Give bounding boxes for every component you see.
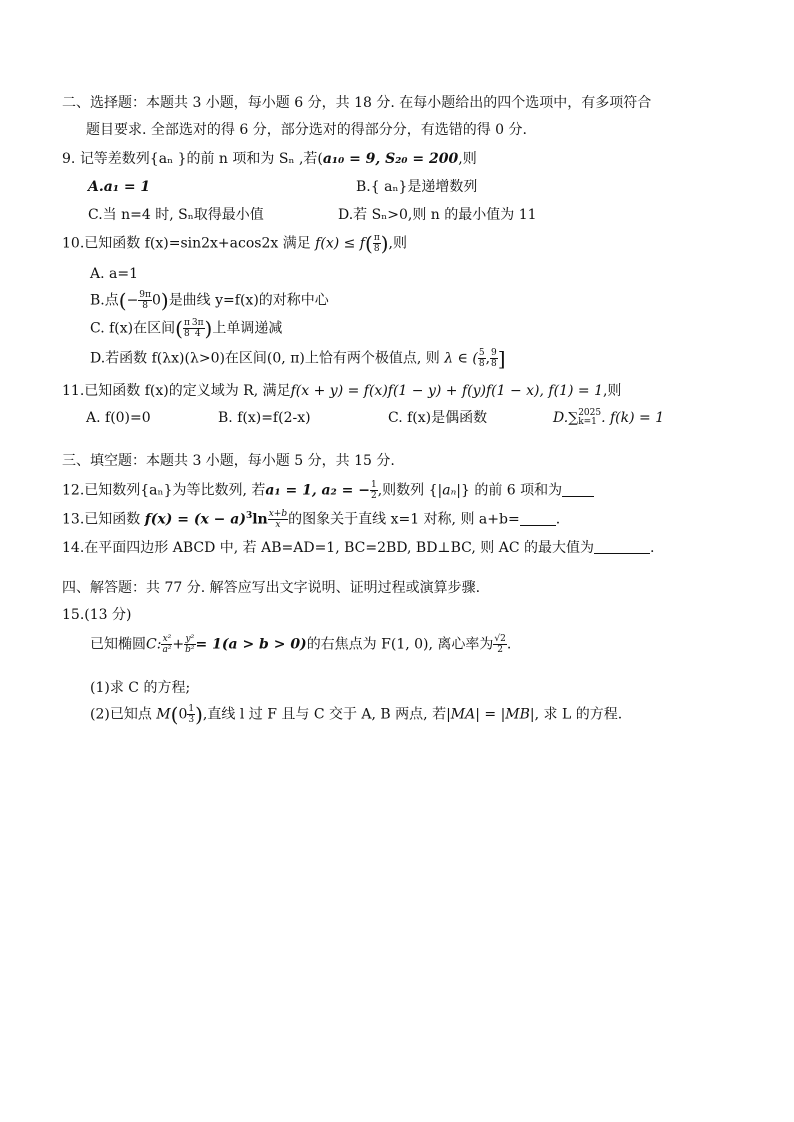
section3-header: 三、填空题：本题共 3 小题，每小题 5 分，共 15 分. — [62, 453, 395, 469]
q11-option-d — [553, 409, 664, 427]
q15-stem-c: C: — [146, 636, 162, 653]
q12-stem-text-a: 已知数列{aₙ}为等比数列, 若 — [84, 482, 266, 499]
section2-header-line2: 题目要求. 全部选对的得 6 分，部分选对的得部分分，有选错的得 0 分. — [86, 122, 527, 138]
q11-option-d-sum: ∑ — [568, 410, 579, 426]
q10-option-c-text: 上单调递减 — [212, 320, 283, 337]
q12-stem-text-c: } 的前 6 项和为 — [461, 482, 563, 499]
section4-header: 四、解答题：共 77 分. 解答应写出文字说明、证明过程或演算步骤. — [62, 580, 481, 596]
q10-option-a: A. a=1 — [90, 266, 138, 282]
q11-option-d-lower-limit: k=1 — [578, 417, 597, 427]
q15-part2-text-a: (2)已知点 — [90, 706, 152, 723]
q11-stem-math: f(x + y) = f(x)f(1 − y) + f(y)f(1 − x), f(1) = 1 — [290, 383, 603, 399]
q13-answer-blank[interactable] — [520, 511, 556, 526]
q9-option-c: C.当 n=4 时, Sₙ取得最小值 — [88, 207, 264, 223]
q10-option-b-label: B.点 — [90, 292, 119, 309]
q9-option-d: D.若 Sₙ>0,则 n 的最小值为 11 — [338, 207, 537, 223]
q11-option-c: C. f(x)是偶函数 — [388, 410, 488, 426]
q10-option-c-fraction-1: $\frac{\pi}{8}$ — [183, 318, 190, 339]
q15-stem-text-a: 已知椭圆 — [90, 636, 146, 653]
q15-number: 15. — [62, 607, 85, 623]
q10-stem-text-a: 已知函数 f(x)=sin2x+acos2x 满足 — [84, 235, 311, 252]
q15-part2-zero: 0 — [178, 706, 188, 723]
q13-stem-math: f(x) = (x − a) — [144, 511, 246, 528]
q11-stem-text-a: 已知函数 f(x)的定义域为 R, 满足 — [84, 383, 291, 399]
q15-fraction-y: $\frac{\text{y²}}{\text{b²}}$ — [185, 634, 195, 655]
q10-option-b: B.点(− $\frac{9\pi}{8}$ 0)是曲线 y=f(x)的对称中心 — [90, 288, 329, 313]
q15-part2-math: |MA| = |MB| — [446, 706, 535, 723]
q10-stem: 10.已知函数 f(x)=sin2x+acos2x 满足 f(x) ≤ f( $\frac{\pi}{8}$ ),则 — [62, 231, 407, 256]
q12-stem — [62, 480, 594, 501]
q13-stem-exponent: 3 — [245, 510, 253, 521]
q10-option-d-text: D.若函数 f(λx)(λ>0)在区间(0, π)上恰有两个极值点, 则 — [90, 350, 440, 367]
q15-part2-fraction: $\frac{1}{3}$ — [188, 704, 195, 725]
q12-stem-abs: |aₙ| — [437, 482, 461, 499]
q12-stem-math: a₁ = 1, a₂ = − — [265, 482, 370, 499]
q15-part2: (2)已知点 M(0 $\frac{1}{3}$ ),直线 l 过 F 且与 C 交于 A, B 两点, 若|MA| = |MB|, 求 L 的方程. — [90, 702, 623, 727]
q14-stem-text: 在平面四边形 ABCD 中, 若 AB=AD=1, BC=2BD, BD⊥BC, 则 AC 的最大值为 — [84, 540, 594, 556]
q9-option-a-math: a₁ = 1 — [103, 179, 151, 195]
q12-answer-blank[interactable] — [562, 482, 594, 497]
q13-stem-fraction: $\frac{x+b}{x}$ — [268, 509, 288, 530]
q9-option-a-label: A. — [88, 179, 104, 195]
q11-option-b: B. f(x)=f(2-x) — [218, 410, 311, 426]
q15-stem-equation: = 1(a > b > 0) — [195, 636, 307, 653]
q15-fraction-x: $\frac{\text{x²}}{\text{a²}}$ — [162, 634, 172, 655]
q11-stem — [62, 382, 621, 400]
q11-option-d-math: . f(k) = 1 — [601, 410, 665, 426]
q12-number: 12. — [62, 482, 85, 499]
q13-number: 13. — [62, 511, 85, 528]
q10-option-d: D.若函数 f(λx)(λ>0)在区间(0, π)上恰有两个极值点, 则 λ ∈ ( $\frac{5}{8}$ , $\frac{9}{8}$ ] — [90, 346, 506, 371]
q13-stem-text-b: 的图象关于直线 x=1 对称, 则 a+b= — [288, 511, 520, 528]
q10-option-b-zero: 0 — [151, 292, 161, 309]
q13-stem-ln: ln — [252, 511, 268, 528]
q10-stem-fraction: $\frac{\pi}{8}$ — [373, 233, 380, 254]
q11-stem-text-b: ,则 — [602, 383, 622, 399]
q12-stem-fraction: $\frac{1}{2}$ — [370, 480, 377, 501]
q15-part2-text-b: ,直线 l 过 F 且与 C 交于 A, B 两点, 若 — [202, 706, 447, 723]
q10-option-d-bracket: ] — [497, 346, 506, 371]
q13-stem-text-a: 已知函数 — [84, 511, 141, 528]
q15-stem-end: . — [506, 636, 512, 653]
q10-option-d-fraction-1: $\frac{5}{8}$ — [478, 348, 485, 369]
q10-option-b-minus: − — [126, 292, 139, 309]
q14-answer-blank[interactable] — [594, 539, 650, 554]
q15-eccentricity-fraction: $\frac{√2}{2}$ — [494, 634, 506, 655]
q10-option-c: C. f(x)在区间( $\frac{\pi}{8}$ $\frac{3\pi}{4}$ )上单调递减 — [90, 316, 283, 341]
q15-part2-point-m: M — [156, 706, 171, 723]
q9-stem-math: a₁₀ = 9, S₂₀ = 200 — [322, 151, 459, 167]
q10-option-d-lambda: λ ∈ ( — [444, 350, 478, 367]
q10-stem-math: f(x) ≤ f — [315, 235, 365, 252]
q14-number: 14. — [62, 540, 85, 556]
q11-option-d-upper-limit: 2025 — [578, 408, 602, 418]
q10-option-b-text: 是曲线 y=f(x)的对称中心 — [168, 292, 329, 309]
q15-part1: (1)求 C 的方程; — [90, 680, 191, 696]
q10-option-c-fraction-2: $\frac{3\pi}{4}$ — [191, 318, 204, 339]
q9-number: 9. — [62, 151, 76, 167]
q10-stem-text-b: ,则 — [388, 235, 407, 252]
q9-option-b: B.{ aₙ}是递增数列 — [356, 179, 478, 195]
q15-stem-text-b: 的右焦点为 F(1, 0), 离心率为 — [306, 636, 494, 653]
q13-stem — [62, 509, 560, 530]
section2-header-line1: 二、选择题：本题共 3 小题，每小题 6 分，共 18 分. 在每小题给出的四个选项中，有多项符合 — [62, 95, 652, 111]
q15-score: (13 分) — [84, 607, 132, 623]
q9-stem-text-a: 记等差数列{aₙ }的前 n 项和为 Sₙ ,若( — [79, 151, 323, 167]
q11-number: 11. — [62, 383, 85, 399]
q9-stem — [62, 150, 477, 168]
q15-part2-text-c: , 求 L 的方程. — [534, 706, 623, 723]
q11-option-a: A. f(0)=0 — [86, 410, 151, 426]
q12-stem-text-b: ,则数列 { — [377, 482, 438, 499]
q14-stem-end: . — [650, 540, 655, 556]
q9-stem-text-b: ,则 — [458, 151, 477, 167]
q15-header — [62, 606, 131, 624]
q15-stem — [90, 634, 511, 655]
q10-number: 10. — [62, 235, 85, 252]
q14-stem — [62, 539, 654, 557]
q11-option-d-label: D. — [553, 410, 569, 426]
q13-stem-end: . — [555, 511, 561, 528]
q15-plus: + — [172, 636, 185, 653]
q9-option-a — [88, 178, 150, 196]
q10-option-b-fraction: $\frac{9\pi}{8}$ — [139, 290, 151, 311]
q10-option-d-fraction-2: $\frac{9}{8}$ — [491, 348, 497, 369]
q10-option-c-label: C. f(x)在区间 — [90, 320, 176, 337]
